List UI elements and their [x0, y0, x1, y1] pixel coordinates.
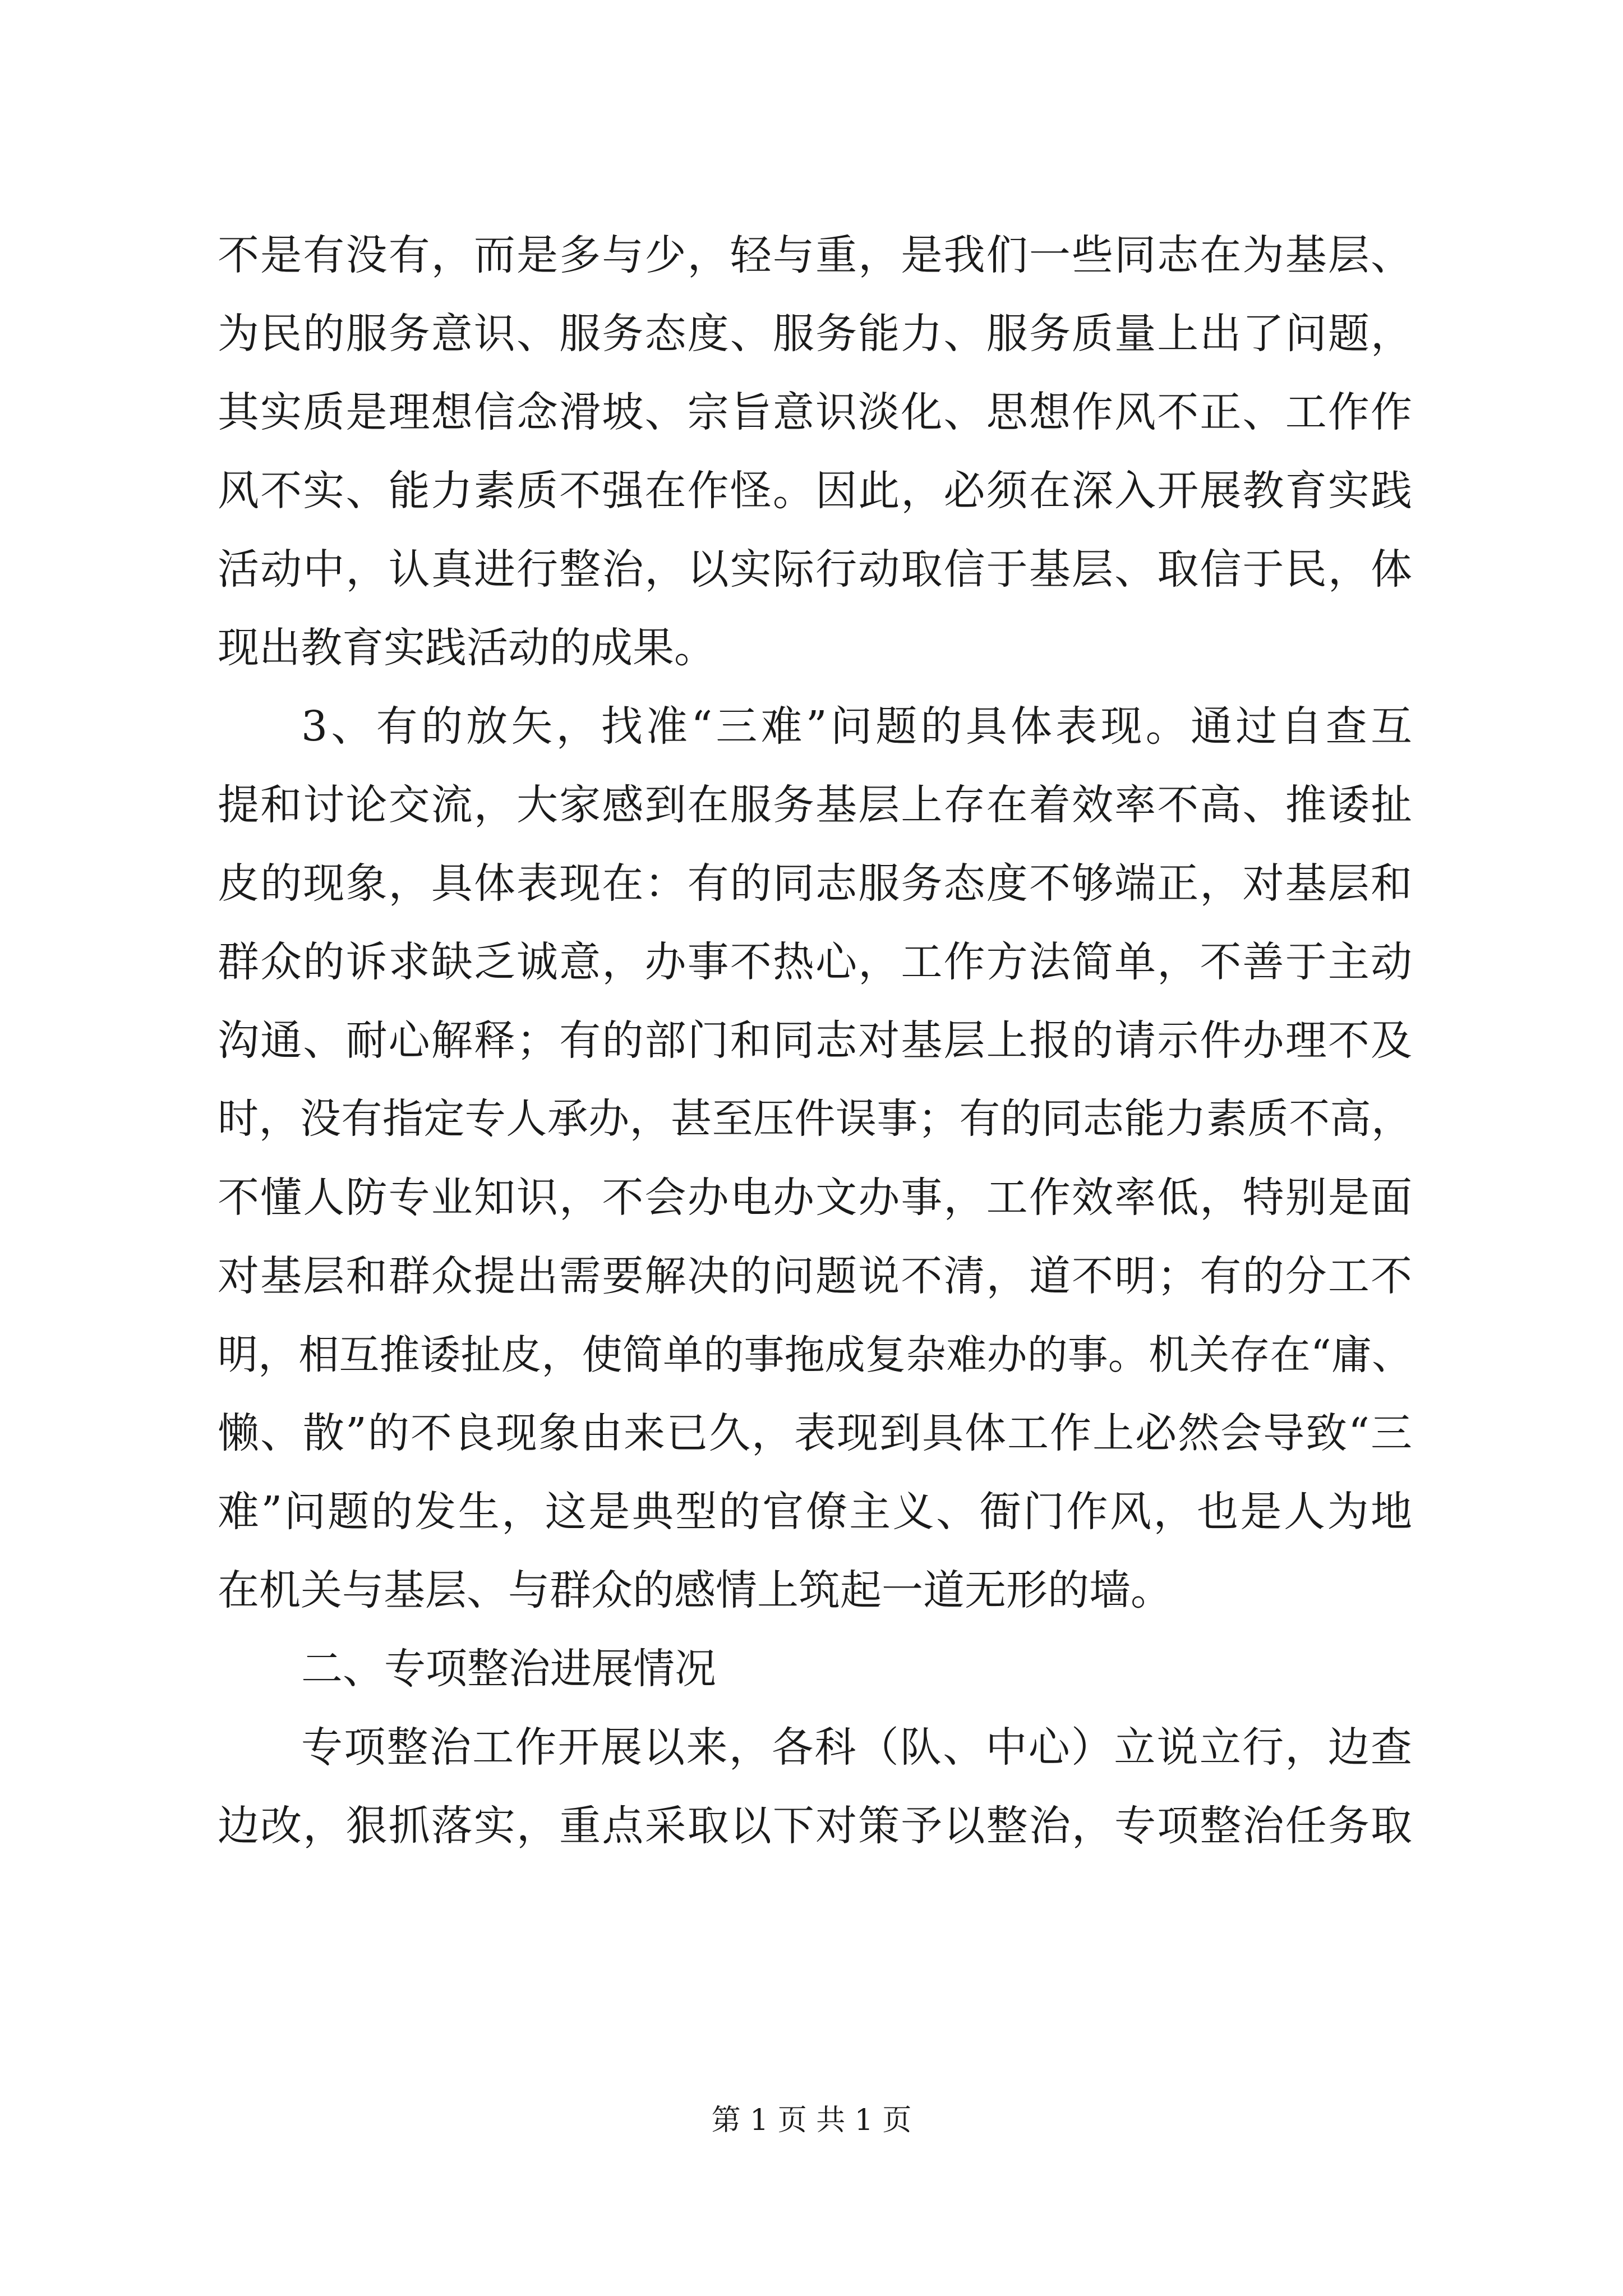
text-line: 不是有没有，而是多与少，轻与重，是我们一些同志在为基层、 [218, 231, 1412, 279]
text-line: 风不实、能力素质不强在作怪。因此，必须在深入开展教育实践 [218, 467, 1412, 515]
text-line: 时，没有指定专人承办，甚至压件误事；有的同志能力素质不高， [218, 1095, 1412, 1143]
paragraph-first-line: 3、有的放矢，找准“三难”问题的具体表现。通过自查互 [301, 702, 1412, 751]
text-line: 懒、散”的不良现象由来已久，表现到具体工作上必然会导致“三 [218, 1409, 1412, 1457]
text-line: 明，相互推诿扯皮，使简单的事拖成复杂难办的事。机关存在“庸、 [218, 1331, 1412, 1378]
text-line: 对基层和群众提出需要解决的问题说不清，道不明；有的分工不 [218, 1252, 1412, 1300]
page-number-footer: 第 1 页 共 1 页 [711, 2104, 912, 2137]
text-line: 活动中，认真进行整治，以实际行动取信于基层、取信于民，体 [218, 545, 1412, 593]
text-line: 现出教育实践活动的成果。 [218, 624, 716, 672]
text-line: 皮的现象，具体表现在：有的同志服务态度不够端正，对基层和 [218, 859, 1412, 908]
text-line: 不懂人防专业知识，不会办电办文办事，工作效率低，特别是面 [218, 1174, 1412, 1222]
section-heading: 二、专项整治进展情况 [301, 1645, 716, 1693]
text-line: 提和讨论交流，大家感到在服务基层上存在着效率不高、推诿扯 [218, 781, 1412, 829]
text-line: 边改，狠抓落实，重点采取以下对策予以整治，专项整治任务取 [218, 1802, 1412, 1850]
text-line: 为民的服务意识、服务态度、服务能力、服务质量上出了问题， [218, 310, 1412, 358]
text-line: 在机关与基层、与群众的感情上筑起一道无形的墙。 [218, 1566, 1172, 1614]
text-line: 沟通、耐心解释；有的部门和同志对基层上报的请示件办理不及 [218, 1016, 1412, 1065]
paragraph-first-line: 专项整治工作开展以来，各科（队、中心）立说立行，边查 [301, 1723, 1412, 1772]
text-line: 群众的诉求缺乏诚意，办事不热心，工作方法简单，不善于主动 [218, 938, 1412, 986]
text-line: 其实质是理想信念滑坡、宗旨意识淡化、思想作风不正、工作作 [218, 388, 1412, 436]
text-line: 难”问题的发生，这是典型的官僚主义、衙门作风，也是人为地 [218, 1488, 1412, 1536]
